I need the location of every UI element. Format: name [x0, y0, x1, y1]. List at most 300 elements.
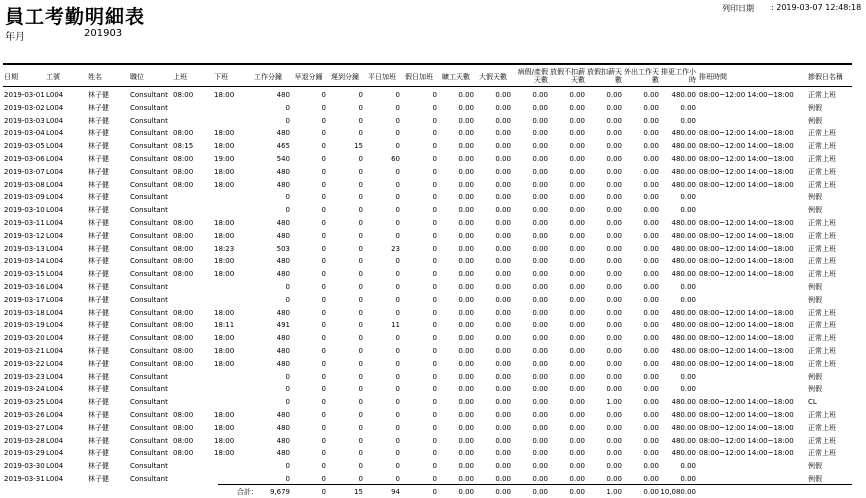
cell-paid-leave-days: 0.00: [569, 347, 585, 355]
cell-shift-hours: 480.00: [671, 232, 696, 240]
cell-holiday-overtime: 0: [432, 449, 437, 457]
header-position: 職位: [130, 73, 144, 81]
cell-name: 林子健: [88, 129, 109, 137]
cell-holiday-name: 正常上班: [808, 449, 836, 457]
cell-unpaid-leave-days: 0.00: [606, 411, 622, 419]
header-major-leave-days: 大假天數: [479, 73, 507, 81]
cell-position: Consultant: [130, 283, 168, 291]
cell-holiday-name: 正常上班: [808, 270, 836, 278]
cell-paid-leave-days: 0.00: [569, 334, 585, 342]
cell-absent-days: 0.00: [458, 347, 474, 355]
cell-absent-days: 0.00: [458, 449, 474, 457]
cell-position: Consultant: [130, 104, 168, 112]
cell-absent-days: 0.00: [458, 117, 474, 125]
cell-paid-leave-days: 0.00: [569, 155, 585, 163]
cell-clock-in: 08:00: [173, 449, 194, 457]
cell-position: Consultant: [130, 296, 168, 304]
cell-major-leave-days: 0.00: [495, 155, 511, 163]
cell-field-work-days: 0.00: [643, 168, 659, 176]
cell-late-minutes: 0: [358, 193, 363, 201]
cell-major-leave-days: 0.00: [495, 437, 511, 445]
cell-shift-time: 08:00~12:00 14:00~18:00: [699, 91, 794, 99]
cell-field-work-days: 0.00: [643, 104, 659, 112]
cell-employee-id: L004: [46, 168, 64, 176]
cell-shift-hours: 0.00: [680, 475, 696, 483]
cell-position: Consultant: [130, 449, 168, 457]
cell-shift-time: 08:00~12:00 14:00~18:00: [699, 334, 794, 342]
cell-clock-out: 18:00: [214, 270, 235, 278]
cell-early-leave-minutes: 0: [321, 424, 326, 432]
cell-field-work-days: 0.00: [643, 360, 659, 368]
report-title: 員工考勤明細表: [5, 6, 146, 28]
cell-unpaid-leave-days: 0.00: [606, 347, 622, 355]
cell-employee-id: L004: [46, 373, 64, 381]
cell-late-minutes: 15: [354, 142, 363, 150]
cell-paid-leave-days: 0.00: [569, 257, 585, 265]
cell-absent-days: 0.00: [458, 437, 474, 445]
cell-unpaid-leave-days: 0.00: [606, 373, 622, 381]
cell-early-leave-minutes: 0: [321, 373, 326, 381]
cell-paid-leave-days: 0.00: [569, 232, 585, 240]
cell-unpaid-leave-days: 0.00: [606, 104, 622, 112]
cell-clock-in: 08:00: [173, 181, 194, 189]
cell-late-minutes: 0: [358, 475, 363, 483]
cell-work-minutes: 480: [276, 270, 290, 278]
cell-field-work-days: 0.00: [643, 321, 659, 329]
cell-date: 2019-03-31: [4, 475, 45, 483]
cell-sick-leave-days: 0.00: [532, 475, 548, 483]
cell-holiday-name: 正常上班: [808, 360, 836, 368]
cell-position: Consultant: [130, 193, 168, 201]
cell-employee-id: L004: [46, 117, 64, 125]
cell-early-leave-minutes: 0: [321, 181, 326, 189]
cell-clock-in: 08:00: [173, 270, 194, 278]
cell-sick-leave-days: 0.00: [532, 142, 548, 150]
cell-employee-id: L004: [46, 219, 64, 227]
cell-employee-id: L004: [46, 142, 64, 150]
cell-clock-out: 18:23: [214, 245, 235, 253]
cell-date: 2019-03-12: [4, 232, 45, 240]
cell-holiday-overtime: 0: [432, 283, 437, 291]
cell-shift-hours: 480.00: [671, 245, 696, 253]
cell-employee-id: L004: [46, 283, 64, 291]
cell-holiday-overtime: 0: [432, 219, 437, 227]
cell-sick-leave-days: 0.00: [532, 347, 548, 355]
cell-position: Consultant: [130, 462, 168, 470]
cell-paid-leave-days: 0.00: [569, 360, 585, 368]
total-field-work-days: 0.00: [643, 488, 659, 496]
cell-work-minutes: 491: [276, 321, 290, 329]
cell-sick-leave-days: 0.00: [532, 449, 548, 457]
cell-shift-hours: 0.00: [680, 193, 696, 201]
cell-absent-days: 0.00: [458, 373, 474, 381]
cell-absent-days: 0.00: [458, 283, 474, 291]
cell-shift-time: 08:00~12:00 14:00~18:00: [699, 168, 794, 176]
cell-shift-hours: 480.00: [671, 334, 696, 342]
cell-sick-leave-days: 0.00: [532, 283, 548, 291]
cell-unpaid-leave-days: 0.00: [606, 385, 622, 393]
cell-paid-leave-days: 0.00: [569, 104, 585, 112]
cell-late-minutes: 0: [358, 155, 363, 163]
cell-weekday-overtime: 0: [395, 117, 400, 125]
cell-field-work-days: 0.00: [643, 270, 659, 278]
cell-work-minutes: 480: [276, 219, 290, 227]
cell-unpaid-leave-days: 0.00: [606, 437, 622, 445]
cell-major-leave-days: 0.00: [495, 129, 511, 137]
cell-sick-leave-days: 0.00: [532, 437, 548, 445]
cell-holiday-overtime: 0: [432, 385, 437, 393]
total-absent-days: 0.00: [458, 488, 474, 496]
cell-early-leave-minutes: 0: [321, 91, 326, 99]
cell-early-leave-minutes: 0: [321, 321, 326, 329]
cell-shift-hours: 0.00: [680, 385, 696, 393]
cell-holiday-overtime: 0: [432, 321, 437, 329]
cell-position: Consultant: [130, 385, 168, 393]
cell-position: Consultant: [130, 245, 168, 253]
cell-holiday-overtime: 0: [432, 360, 437, 368]
cell-shift-time: 08:00~12:00 14:00~18:00: [699, 398, 794, 406]
cell-employee-id: L004: [46, 206, 64, 214]
cell-major-leave-days: 0.00: [495, 245, 511, 253]
cell-absent-days: 0.00: [458, 181, 474, 189]
header-unpaid-leave-days: 放假扣薪天數: [587, 68, 622, 84]
cell-absent-days: 0.00: [458, 206, 474, 214]
cell-shift-hours: 480.00: [671, 155, 696, 163]
cell-holiday-name: 例假: [808, 283, 822, 291]
cell-weekday-overtime: 0: [395, 91, 400, 99]
cell-unpaid-leave-days: 0.00: [606, 155, 622, 163]
total-major-leave-days: 0.00: [495, 488, 511, 496]
cell-field-work-days: 0.00: [643, 334, 659, 342]
cell-position: Consultant: [130, 411, 168, 419]
cell-work-minutes: 0: [285, 283, 290, 291]
cell-holiday-overtime: 0: [432, 245, 437, 253]
cell-absent-days: 0.00: [458, 257, 474, 265]
cell-sick-leave-days: 0.00: [532, 206, 548, 214]
cell-field-work-days: 0.00: [643, 219, 659, 227]
cell-unpaid-leave-days: 0.00: [606, 168, 622, 176]
cell-absent-days: 0.00: [458, 142, 474, 150]
header-field-work-days: 外出工作天數: [624, 68, 659, 84]
cell-weekday-overtime: 0: [395, 257, 400, 265]
cell-sick-leave-days: 0.00: [532, 91, 548, 99]
cell-clock-out: 18:11: [214, 321, 235, 329]
cell-shift-time: 08:00~12:00 14:00~18:00: [699, 360, 794, 368]
cell-paid-leave-days: 0.00: [569, 283, 585, 291]
cell-unpaid-leave-days: 0.00: [606, 424, 622, 432]
cell-position: Consultant: [130, 373, 168, 381]
cell-early-leave-minutes: 0: [321, 129, 326, 137]
cell-sick-leave-days: 0.00: [532, 398, 548, 406]
cell-clock-out: 19:00: [214, 155, 235, 163]
cell-holiday-overtime: 0: [432, 181, 437, 189]
cell-late-minutes: 0: [358, 321, 363, 329]
cell-sick-leave-days: 0.00: [532, 373, 548, 381]
cell-name: 林子健: [88, 398, 109, 406]
cell-field-work-days: 0.00: [643, 309, 659, 317]
cell-late-minutes: 0: [358, 398, 363, 406]
cell-clock-out: 18:00: [214, 168, 235, 176]
cell-work-minutes: 480: [276, 309, 290, 317]
cell-weekday-overtime: 0: [395, 475, 400, 483]
cell-name: 林子健: [88, 206, 109, 214]
cell-unpaid-leave-days: 0.00: [606, 91, 622, 99]
cell-work-minutes: 480: [276, 347, 290, 355]
cell-date: 2019-03-29: [4, 449, 45, 457]
cell-clock-in: 08:00: [173, 424, 194, 432]
cell-absent-days: 0.00: [458, 193, 474, 201]
cell-holiday-name: 例假: [808, 104, 822, 112]
header-employee-id: 工號: [46, 73, 60, 81]
cell-late-minutes: 0: [358, 296, 363, 304]
cell-clock-out: 18:00: [214, 424, 235, 432]
cell-holiday-name: 正常上班: [808, 232, 836, 240]
cell-holiday-overtime: 0: [432, 411, 437, 419]
cell-paid-leave-days: 0.00: [569, 437, 585, 445]
cell-name: 林子健: [88, 296, 109, 304]
cell-work-minutes: 480: [276, 257, 290, 265]
cell-sick-leave-days: 0.00: [532, 296, 548, 304]
cell-paid-leave-days: 0.00: [569, 270, 585, 278]
cell-early-leave-minutes: 0: [321, 117, 326, 125]
cell-shift-time: 08:00~12:00 14:00~18:00: [699, 411, 794, 419]
cell-shift-hours: 480.00: [671, 257, 696, 265]
cell-clock-in: 08:00: [173, 309, 194, 317]
cell-shift-time: 08:00~12:00 14:00~18:00: [699, 155, 794, 163]
cell-major-leave-days: 0.00: [495, 104, 511, 112]
cell-date: 2019-03-21: [4, 347, 45, 355]
cell-holiday-name: 正常上班: [808, 334, 836, 342]
cell-early-leave-minutes: 0: [321, 232, 326, 240]
cell-weekday-overtime: 60: [391, 155, 400, 163]
cell-name: 林子健: [88, 245, 109, 253]
cell-major-leave-days: 0.00: [495, 321, 511, 329]
cell-work-minutes: 480: [276, 449, 290, 457]
cell-work-minutes: 480: [276, 334, 290, 342]
cell-holiday-name: 正常上班: [808, 129, 836, 137]
cell-holiday-overtime: 0: [432, 155, 437, 163]
cell-position: Consultant: [130, 321, 168, 329]
cell-date: 2019-03-06: [4, 155, 45, 163]
header-name: 姓名: [88, 73, 102, 81]
cell-late-minutes: 0: [358, 334, 363, 342]
cell-field-work-days: 0.00: [643, 437, 659, 445]
cell-shift-time: 08:00~12:00 14:00~18:00: [699, 449, 794, 457]
cell-weekday-overtime: 0: [395, 142, 400, 150]
cell-early-leave-minutes: 0: [321, 411, 326, 419]
cell-early-leave-minutes: 0: [321, 360, 326, 368]
cell-late-minutes: 0: [358, 411, 363, 419]
cell-field-work-days: 0.00: [643, 91, 659, 99]
cell-major-leave-days: 0.00: [495, 360, 511, 368]
cell-sick-leave-days: 0.00: [532, 181, 548, 189]
cell-name: 林子健: [88, 91, 109, 99]
cell-clock-in: 08:00: [173, 168, 194, 176]
cell-name: 林子健: [88, 168, 109, 176]
cell-clock-out: 18:00: [214, 142, 235, 150]
cell-position: Consultant: [130, 232, 168, 240]
cell-weekday-overtime: 0: [395, 283, 400, 291]
cell-clock-in: 08:00: [173, 257, 194, 265]
cell-date: 2019-03-30: [4, 462, 45, 470]
cell-major-leave-days: 0.00: [495, 424, 511, 432]
cell-weekday-overtime: 0: [395, 398, 400, 406]
cell-field-work-days: 0.00: [643, 206, 659, 214]
cell-sick-leave-days: 0.00: [532, 117, 548, 125]
cell-position: Consultant: [130, 437, 168, 445]
cell-early-leave-minutes: 0: [321, 193, 326, 201]
cell-paid-leave-days: 0.00: [569, 245, 585, 253]
cell-holiday-overtime: 0: [432, 437, 437, 445]
cell-employee-id: L004: [46, 360, 64, 368]
cell-absent-days: 0.00: [458, 219, 474, 227]
cell-major-leave-days: 0.00: [495, 206, 511, 214]
cell-weekday-overtime: 0: [395, 193, 400, 201]
cell-sick-leave-days: 0.00: [532, 257, 548, 265]
cell-late-minutes: 0: [358, 257, 363, 265]
cell-date: 2019-03-11: [4, 219, 45, 227]
cell-late-minutes: 0: [358, 104, 363, 112]
cell-weekday-overtime: 0: [395, 181, 400, 189]
cell-work-minutes: 0: [285, 398, 290, 406]
cell-field-work-days: 0.00: [643, 193, 659, 201]
cell-unpaid-leave-days: 0.00: [606, 270, 622, 278]
cell-work-minutes: 503: [276, 245, 290, 253]
cell-early-leave-minutes: 0: [321, 449, 326, 457]
cell-unpaid-leave-days: 0.00: [606, 219, 622, 227]
cell-paid-leave-days: 0.00: [569, 206, 585, 214]
cell-holiday-overtime: 0: [432, 117, 437, 125]
cell-date: 2019-03-02: [4, 104, 45, 112]
cell-name: 林子健: [88, 475, 109, 483]
cell-employee-id: L004: [46, 270, 64, 278]
cell-holiday-name: 正常上班: [808, 437, 836, 445]
cell-employee-id: L004: [46, 257, 64, 265]
cell-date: 2019-03-04: [4, 129, 45, 137]
cell-absent-days: 0.00: [458, 411, 474, 419]
cell-employee-id: L004: [46, 385, 64, 393]
totals-label: 合計：: [237, 488, 258, 496]
header-shift-hours: 排更工作小時: [661, 68, 696, 84]
cell-weekday-overtime: 0: [395, 411, 400, 419]
cell-position: Consultant: [130, 142, 168, 150]
cell-date: 2019-03-24: [4, 385, 45, 393]
cell-employee-id: L004: [46, 347, 64, 355]
cell-major-leave-days: 0.00: [495, 373, 511, 381]
cell-date: 2019-03-20: [4, 334, 45, 342]
cell-major-leave-days: 0.00: [495, 334, 511, 342]
cell-paid-leave-days: 0.00: [569, 398, 585, 406]
cell-shift-hours: 480.00: [671, 424, 696, 432]
cell-holiday-overtime: 0: [432, 270, 437, 278]
cell-date: 2019-03-10: [4, 206, 45, 214]
cell-absent-days: 0.00: [458, 334, 474, 342]
cell-name: 林子健: [88, 232, 109, 240]
cell-weekday-overtime: 0: [395, 206, 400, 214]
cell-date: 2019-03-23: [4, 373, 45, 381]
period-value: 201903: [84, 28, 123, 39]
cell-major-leave-days: 0.00: [495, 385, 511, 393]
cell-position: Consultant: [130, 168, 168, 176]
cell-weekday-overtime: 11: [391, 321, 400, 329]
cell-major-leave-days: 0.00: [495, 193, 511, 201]
cell-field-work-days: 0.00: [643, 232, 659, 240]
cell-paid-leave-days: 0.00: [569, 309, 585, 317]
cell-work-minutes: 0: [285, 206, 290, 214]
cell-paid-leave-days: 0.00: [569, 142, 585, 150]
total-work-minutes: 9,679: [269, 488, 290, 496]
cell-work-minutes: 480: [276, 360, 290, 368]
cell-absent-days: 0.00: [458, 155, 474, 163]
cell-holiday-overtime: 0: [432, 424, 437, 432]
cell-paid-leave-days: 0.00: [569, 424, 585, 432]
cell-date: 2019-03-01: [4, 91, 45, 99]
cell-employee-id: L004: [46, 398, 64, 406]
cell-shift-hours: 0.00: [680, 373, 696, 381]
cell-field-work-days: 0.00: [643, 142, 659, 150]
cell-position: Consultant: [130, 424, 168, 432]
cell-employee-id: L004: [46, 91, 64, 99]
cell-early-leave-minutes: 0: [321, 104, 326, 112]
cell-major-leave-days: 0.00: [495, 270, 511, 278]
cell-name: 林子健: [88, 219, 109, 227]
cell-holiday-name: 正常上班: [808, 168, 836, 176]
cell-position: Consultant: [130, 129, 168, 137]
cell-name: 林子健: [88, 155, 109, 163]
cell-paid-leave-days: 0.00: [569, 193, 585, 201]
cell-work-minutes: 0: [285, 462, 290, 470]
cell-holiday-overtime: 0: [432, 91, 437, 99]
cell-late-minutes: 0: [358, 360, 363, 368]
cell-holiday-name: 例假: [808, 193, 822, 201]
cell-late-minutes: 0: [358, 347, 363, 355]
cell-holiday-name: 正常上班: [808, 91, 836, 99]
cell-late-minutes: 0: [358, 181, 363, 189]
cell-work-minutes: 0: [285, 475, 290, 483]
totals-rule: [218, 484, 852, 485]
cell-late-minutes: 0: [358, 168, 363, 176]
cell-major-leave-days: 0.00: [495, 398, 511, 406]
cell-late-minutes: 0: [358, 449, 363, 457]
cell-name: 林子健: [88, 462, 109, 470]
cell-weekday-overtime: 0: [395, 449, 400, 457]
total-early-leave-minutes: 0: [321, 488, 326, 496]
cell-sick-leave-days: 0.00: [532, 155, 548, 163]
cell-name: 林子健: [88, 360, 109, 368]
cell-unpaid-leave-days: 0.00: [606, 245, 622, 253]
cell-date: 2019-03-27: [4, 424, 45, 432]
cell-paid-leave-days: 0.00: [569, 462, 585, 470]
cell-weekday-overtime: 0: [395, 296, 400, 304]
cell-name: 林子健: [88, 385, 109, 393]
cell-sick-leave-days: 0.00: [532, 424, 548, 432]
cell-major-leave-days: 0.00: [495, 91, 511, 99]
cell-date: 2019-03-25: [4, 398, 45, 406]
cell-employee-id: L004: [46, 309, 64, 317]
cell-holiday-name: 例假: [808, 462, 822, 470]
cell-holiday-overtime: 0: [432, 142, 437, 150]
cell-paid-leave-days: 0.00: [569, 117, 585, 125]
cell-employee-id: L004: [46, 424, 64, 432]
cell-unpaid-leave-days: 0.00: [606, 193, 622, 201]
cell-name: 林子健: [88, 449, 109, 457]
cell-field-work-days: 0.00: [643, 129, 659, 137]
cell-position: Consultant: [130, 270, 168, 278]
cell-paid-leave-days: 0.00: [569, 181, 585, 189]
cell-shift-hours: 480.00: [671, 181, 696, 189]
cell-name: 林子健: [88, 347, 109, 355]
cell-absent-days: 0.00: [458, 91, 474, 99]
